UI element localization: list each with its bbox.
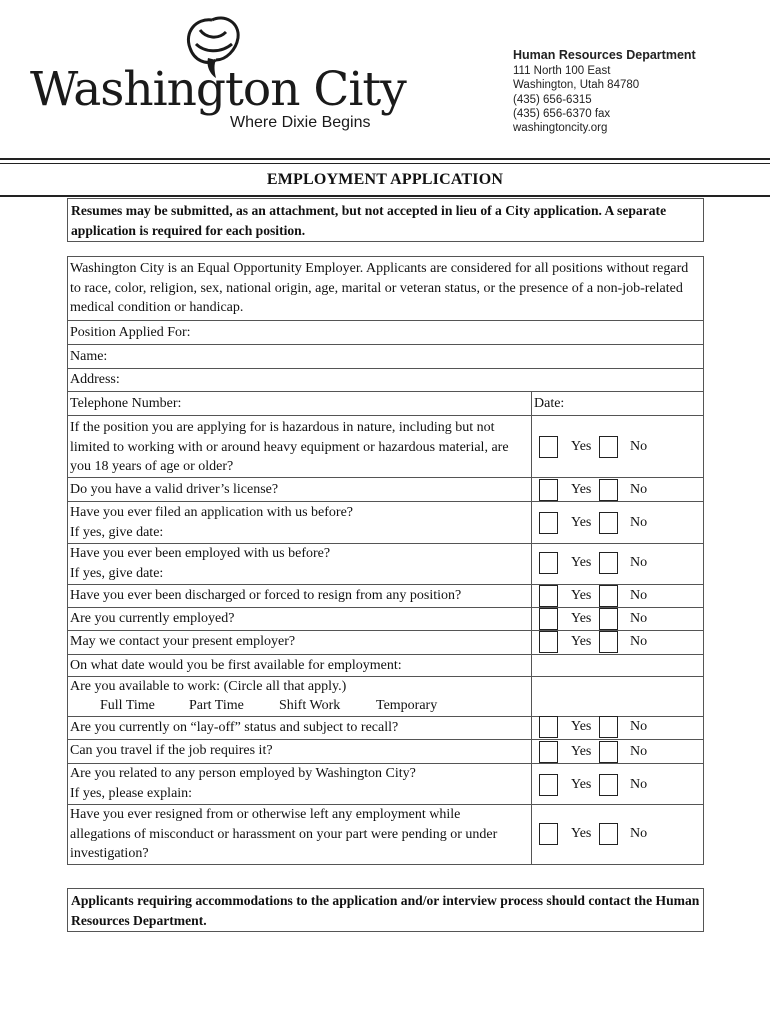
date-label: Date: (534, 396, 565, 411)
yes-label: Yes (571, 744, 592, 759)
checkbox-yes-misconduct[interactable] (539, 823, 558, 845)
logo-tagline: Where Dixie Begins (230, 114, 371, 131)
logo-wordmark: Washington City (30, 62, 406, 117)
checkbox-yes-layoff[interactable] (539, 716, 558, 738)
question-license: Do you have a valid driver’s license? (70, 482, 279, 497)
question-filed: Have you ever filed an application with us before? (70, 505, 354, 520)
answer-column-divider (531, 416, 532, 865)
question-employed-before: Have you ever been employed with us before? (70, 546, 331, 561)
form-title: EMPLOYMENT APPLICATION (266, 171, 504, 188)
question-misconduct: Have you ever resigned from or otherwise left any employment while allegations of misconduct or harassment on your part were pending or under investigation? (70, 807, 498, 861)
phone-number: (435) 656-6315 (513, 93, 592, 106)
no-label: No (630, 439, 648, 454)
no-label: No (630, 634, 648, 649)
website: washingtoncity.org (513, 122, 608, 135)
yes-label: Yes (571, 439, 592, 454)
no-label: No (630, 611, 648, 626)
name-label: Name: (70, 349, 108, 364)
question-layoff: Are you currently on “lay-off” status and subject to recall? (70, 720, 399, 735)
checkbox-no-contact-employer[interactable] (599, 631, 618, 653)
telephone-label: Telephone Number: (70, 396, 182, 411)
no-label: No (630, 588, 648, 603)
header-rule-top (0, 158, 770, 160)
position-row[interactable] (68, 321, 704, 345)
address-row[interactable] (68, 369, 704, 392)
yes-label: Yes (571, 826, 592, 841)
question-filed-date: If yes, give date: (70, 525, 164, 540)
checkbox-yes-license[interactable] (539, 479, 558, 501)
checkbox-no-layoff[interactable] (599, 716, 618, 738)
question-discharged: Have you ever been discharged or forced to resign from any position? (70, 588, 462, 603)
no-label: No (630, 826, 648, 841)
answer-column-divider-top (531, 392, 532, 416)
checkbox-no-travel[interactable] (599, 741, 618, 763)
fax-number: (435) 656-6370 fax (513, 107, 611, 120)
no-label: No (630, 482, 648, 497)
resume-notice: Resumes may be submitted, as an attachment, but not accepted in lieu of a City application. A separate application is required for each position. (67, 198, 704, 242)
question-employed-before-date: If yes, give date: (70, 566, 164, 581)
checkbox-no-related[interactable] (599, 774, 618, 796)
yes-label: Yes (571, 482, 592, 497)
checkbox-no-misconduct[interactable] (599, 823, 618, 845)
question-available-date-row[interactable] (68, 655, 704, 677)
checkbox-no-discharged[interactable] (599, 585, 618, 607)
checkbox-no-filed[interactable] (599, 512, 618, 534)
yes-label: Yes (571, 588, 592, 603)
position-label: Position Applied For: (70, 325, 191, 340)
eoe-statement: Washington City is an Equal Opportunity Employer. Applicants are considered for all positions without regard to race, color, religion, sex, national origin, age, marital or veteran status, or the presence of a non-job-related medical condition or handicap. (68, 259, 704, 321)
no-label: No (630, 515, 648, 530)
question-work-availability: Are you available to work: (Circle all that apply.) (70, 679, 347, 694)
yes-label: Yes (571, 719, 592, 734)
option-shift-work[interactable]: Shift Work (279, 698, 341, 713)
question-contact-employer: May we contact your present employer? (70, 634, 296, 649)
yes-label: Yes (571, 634, 592, 649)
checkbox-yes-discharged[interactable] (539, 585, 558, 607)
address-label: Address: (70, 372, 120, 387)
title-rule (0, 195, 770, 197)
question-related-explain: If yes, please explain: (70, 786, 193, 801)
no-label: No (630, 777, 648, 792)
name-row[interactable] (68, 345, 704, 369)
no-label: No (630, 555, 648, 570)
yes-label: Yes (571, 515, 592, 530)
yes-label: Yes (571, 777, 592, 792)
question-related: Are you related to any person employed by Washington City? (70, 766, 416, 781)
question-work-availability-row (68, 677, 704, 717)
checkbox-yes-contact-employer[interactable] (539, 631, 558, 653)
checkbox-no-employed-before[interactable] (599, 552, 618, 574)
checkbox-no-age[interactable] (599, 436, 618, 458)
address-line-2: Washington, Utah 84780 (513, 79, 640, 92)
question-travel: Can you travel if the job requires it? (70, 743, 273, 758)
no-label: No (630, 719, 648, 734)
checkbox-yes-filed[interactable] (539, 512, 558, 534)
no-label: No (630, 744, 648, 759)
department-title: Human Resources Department (513, 48, 696, 62)
option-temporary[interactable]: Temporary (376, 698, 438, 713)
hr-contact-block (513, 48, 696, 135)
checkbox-no-license[interactable] (599, 479, 618, 501)
yes-label: Yes (571, 611, 592, 626)
question-age: If the position you are applying for is hazardous in nature, including but not limited to working with or around heavy equipment or hazardous material, are you 18 years of age or older? (70, 420, 509, 474)
yes-label: Yes (571, 555, 592, 570)
telephone-row[interactable] (68, 392, 704, 416)
checkbox-yes-age[interactable] (539, 436, 558, 458)
accommodation-notice: Applicants requiring accommodations to the application and/or interview process should contact the Human Resources Department. (67, 888, 704, 932)
checkbox-yes-travel[interactable] (539, 741, 558, 763)
option-full-time[interactable]: Full Time (100, 698, 155, 713)
question-currently-employed: Are you currently employed? (70, 611, 235, 626)
checkbox-yes-currently-employed[interactable] (539, 608, 558, 630)
address-line-1: 111 North 100 East (513, 65, 611, 78)
option-part-time[interactable]: Part Time (189, 698, 244, 713)
question-available-date: On what date would you be first available for employment: (70, 658, 402, 673)
checkbox-yes-employed-before[interactable] (539, 552, 558, 574)
checkbox-yes-related[interactable] (539, 774, 558, 796)
header-rule-bottom (0, 163, 770, 164)
checkbox-no-currently-employed[interactable] (599, 608, 618, 630)
